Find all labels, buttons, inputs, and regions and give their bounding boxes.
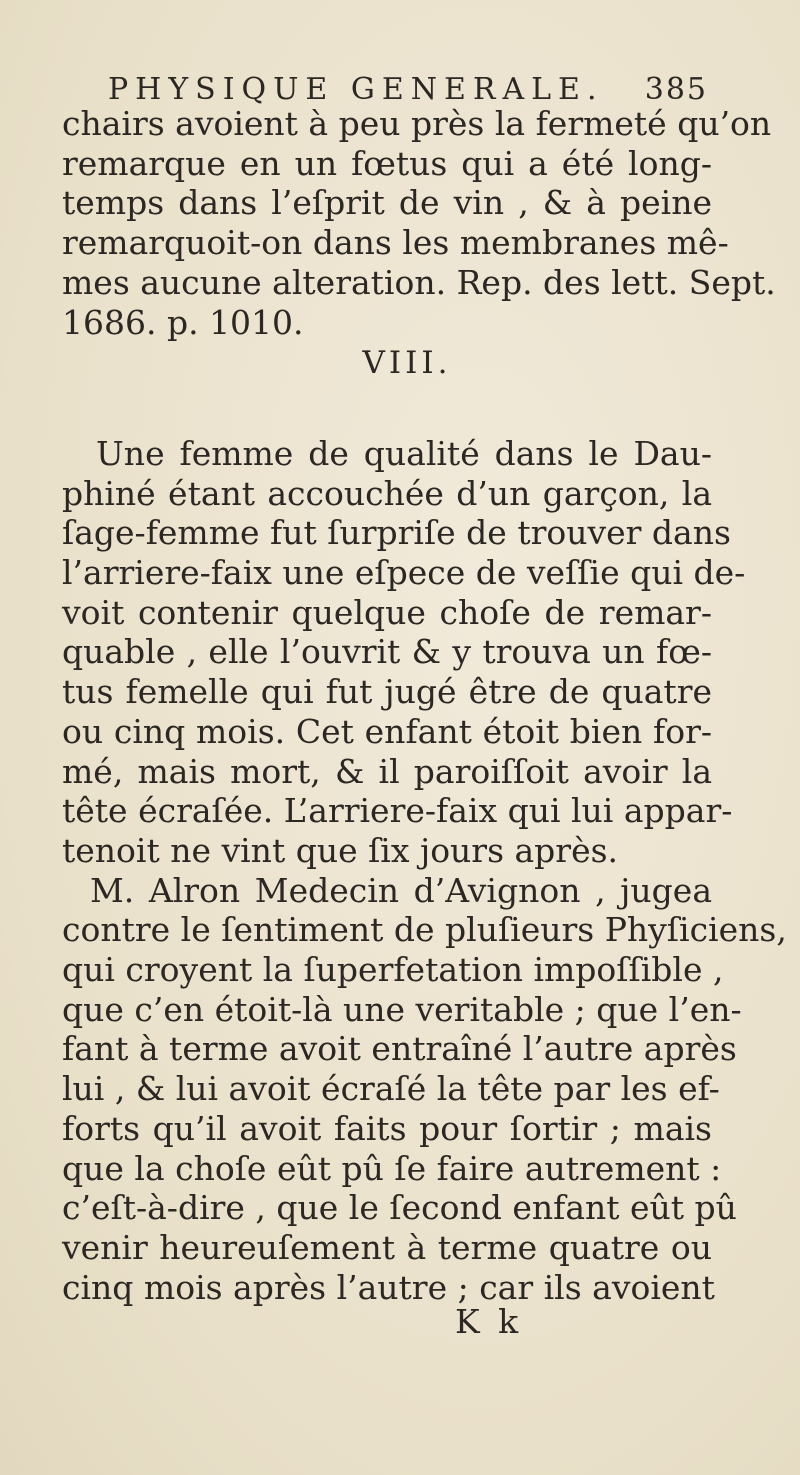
text-line: quable , elle l’ouvrit & y trouva un fœ- [62, 632, 712, 672]
text-line: fant à terme avoit entraîné l’autre après [62, 1029, 737, 1069]
text-line: que c’en étoit-là une veritable ; que l’en- [62, 989, 742, 1029]
text-line: remarque en un fœtus qui a été long- [62, 143, 712, 183]
text-line: que la choſe eût pû ſe faire autrement : [62, 1148, 722, 1188]
text-line: qui croyent la ſuperfetation impoſſible , [62, 950, 724, 990]
text-line: tête écraſée. L’arriere-faix qui lui appar- [62, 791, 733, 831]
text-line: l’arriere-faix une eſpece de veſſie qui de- [62, 553, 746, 593]
text-line: 1686. p. 1010. [62, 302, 304, 342]
text-line: cinq mois après l’autre ; car ils avoient [62, 1267, 715, 1307]
text-line: temps dans l’eſprit de vin , & à peine [62, 183, 712, 223]
text-line: M. Alron Medecin d’Avignon , jugea [90, 870, 712, 910]
signature-mark: K k [455, 1302, 523, 1341]
text-line: ou cinq mois. Cet enfant étoit bien for- [62, 711, 712, 751]
text-line: phiné étant accouchée d’un garçon, la [62, 473, 712, 513]
text-line: ſage-femme fut ſurpriſe de trouver dans [62, 513, 731, 553]
text-line: tus femelle qui fut jugé être de quatre [62, 672, 712, 712]
header-title: PHYSIQUE GENERALE. [108, 72, 604, 107]
text-line: c’eſt-à-dire , que le ſecond enfant eût pû [62, 1188, 737, 1228]
text-line: chairs avoient à peu près la fermeté qu’on [62, 104, 772, 143]
text-line: Une femme de qualité dans le Dau- [96, 433, 712, 473]
text-line: forts qu’il avoit faits pour ſortir ; mais [62, 1108, 712, 1148]
section-heading: VIII. [362, 345, 452, 382]
text-line: contre le ſentiment de pluſieurs Phyſiciens, [62, 910, 787, 950]
body-text [62, 104, 787, 1307]
text-line: mé, mais mort, & il paroiſſoit avoir la [62, 751, 712, 791]
text-line: voit contenir quelque choſe de remar- [62, 592, 712, 632]
page-number: 385 [644, 72, 708, 107]
text-line: mes aucune alteration. Rep. des lett. Sept. [62, 262, 776, 302]
text-line: lui , & lui avoit écraſé la tête par les ef- [62, 1069, 720, 1109]
text-line: tenoit ne vint que ſix jours après. [62, 830, 619, 870]
text-line: remarquoit-on dans les membranes mê- [62, 223, 729, 263]
text-line: venir heureuſement à terme quatre ou [62, 1227, 712, 1267]
